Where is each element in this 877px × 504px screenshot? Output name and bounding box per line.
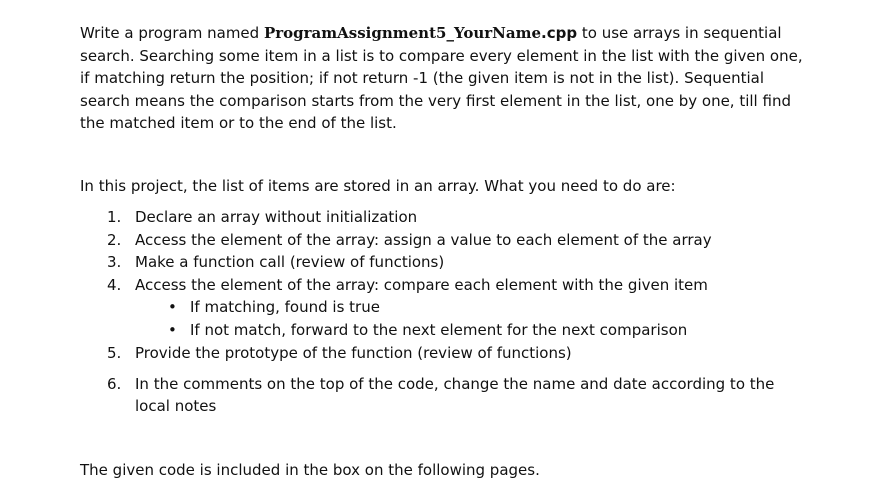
bullet-icon: • <box>168 298 177 316</box>
footer-note: The given code is included in the box on the following pages. <box>80 461 540 479</box>
task-number: 4. <box>107 275 122 294</box>
description-body: to use arrays in sequential search. Searching some item in a list is to compare every element in the list with the given one, if matching return the position; if not return -1 (the given item is not in the list). Sequential search means the comparison starts from the very first element in the list, one by one, till find the matched item or to the end of the list. <box>80 24 803 132</box>
task-number: 3. <box>107 253 122 271</box>
program-extension: .cpp <box>541 24 578 42</box>
task-text: Declare an array without initialization <box>135 208 418 226</box>
task-item <box>80 342 800 365</box>
task-number: 5. <box>107 344 122 362</box>
task-item <box>80 373 800 418</box>
task-text: Make a function call (review of functions) <box>135 253 445 271</box>
task-number: 2. <box>107 230 122 249</box>
sub-task-list <box>135 296 800 342</box>
task-item <box>80 206 800 229</box>
bullet-icon: • <box>168 321 177 339</box>
task-number: 6. <box>107 374 122 393</box>
sub-task-text: If matching, found is true <box>190 298 380 316</box>
task-item <box>80 251 800 274</box>
task-text: Access the element of the array: compare each element with the given item <box>135 275 708 294</box>
task-text: In the comments on the top of the code, change the name and date according to the local notes <box>135 374 775 415</box>
sub-task-item <box>135 296 800 319</box>
task-text: Access the element of the array: assign a value to each element of the array <box>135 230 712 249</box>
task-number: 1. <box>107 208 122 226</box>
task-list <box>80 206 800 418</box>
assignment-description <box>80 22 810 135</box>
program-name: ProgramAssignment5_YourName <box>263 24 542 42</box>
task-item <box>80 274 800 343</box>
task-item <box>80 229 800 252</box>
sub-task-text: If not match, forward to the next element for the next comparison <box>190 321 688 339</box>
task-text: Provide the prototype of the function (review of functions) <box>135 344 572 362</box>
project-intro: In this project, the list of items are stored in an array. What you need to do are: <box>80 177 676 195</box>
description-prefix: Write a program named <box>80 24 264 42</box>
sub-task-item <box>135 319 800 342</box>
